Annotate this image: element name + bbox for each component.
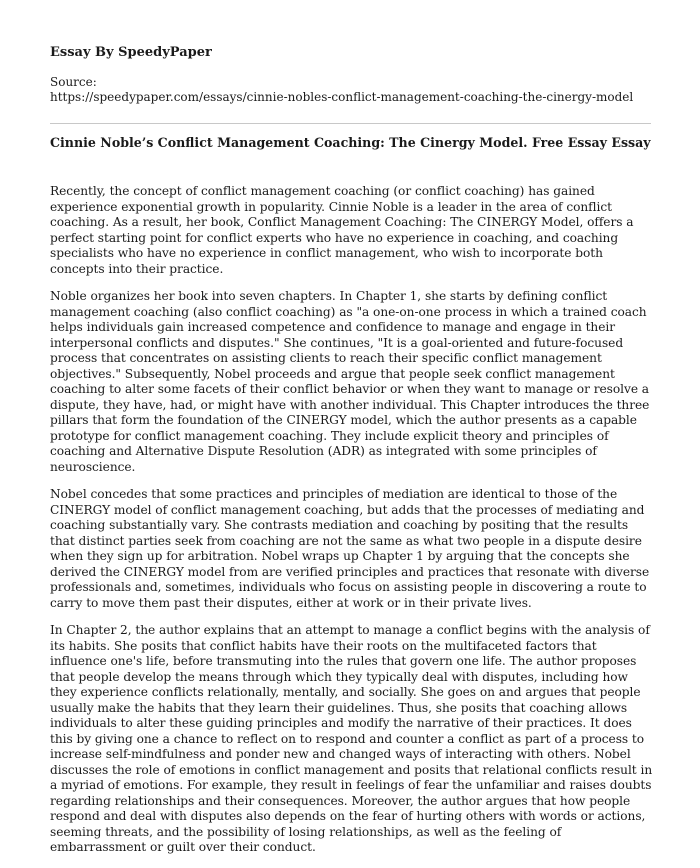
essay-paragraph: Nobel concedes that some practices and principles of mediation are identical to those of the CINERGY model of conflict management coaching, but adds that the processes of mediating and coaching substantially vary. She contrasts mediation and coaching by positing that the results that distinct parties seek from coaching are not the same as what two people in a dispute desire when they sign up for arbitration. Nobel wraps up Chapter 1 by arguing that the concepts she derived the CINERGY model from are verified principles and practices that resonate with diverse professionals and, sometimes, individuals who focus on assisting people in discovering a route to carry to move them past their disputes, either at work or in their private lives.	[50, 487, 650, 610]
document-header-title: Essay By SpeedyPaper	[50, 45, 212, 60]
source-url: https://speedypaper.com/essays/cinnie-nobles-conflict-management-coaching-the-cinergy-model	[50, 90, 634, 104]
essay-paragraph: Noble organizes her book into seven chapters. In Chapter 1, she starts by defining conflict management coaching (also conflict coaching) as "a one-on-one process in which a trained coach helps individuals gain increased competence and confidence to manage and engage in their interpersonal conflicts and disputes." She continues, "It is a goal-oriented and future-focused process that concentrates on assisting clients to reach their specific conflict management objectives." Subsequently, Nobel proceeds and argue that people seek conflict management coaching to alter some facets of their conflict behavior or when they want to manage or resolve a dispute, they have, had, or might have with another individual. This Chapter introduces the three pillars that form the foundation of the CINERGY model, which the author presents as a capable prototype for conflict management coaching. They include explicit theory and principles of coaching and Alternative Dispute Resolution (ADR) as integrated with some principles of neuroscience.	[50, 289, 650, 474]
essay-paragraph: In Chapter 2, the author explains that an attempt to manage a conflict begins with the analysis of its habits. She posits that conflict habits have their roots on the multifaceted factors that influence one's life, before transmuting into the rules that govern one life. The author proposes that people develop the means through which they typically deal with disputes, including how they experience conflicts relationally, mentally, and socially. She goes on and argues that people usually make the habits that they learn their guidelines. Thus, she posits that coaching allows individuals to alter these guiding principles and modify the narrative of their practices. It does this by giving one a chance to reflect on to respond and counter a conflict as part of a process to increase self-mindfulness and ponder new and changed ways of interacting with others. Nobel discusses the role of emotions in conflict management and posits that relational conflicts result in a myriad of emotions. For example, they result in feelings of fear the unfamiliar and raises doubts regarding relationships and their consequences. Moreover, the author argues that how people respond and deal with disputes also depends on the fear of hurting others with words or actions, seeming threats, and the possibility of losing relationships, as well as the feeling of embarrassment or guilt over their conduct.	[50, 623, 653, 854]
header-divider	[50, 123, 651, 124]
source-label: Source:	[50, 75, 97, 89]
essay-body	[50, 184, 654, 868]
essay-title: Cinnie Noble’s Conflict Management Coaching: The Cinergy Model. Free Essay Essay	[50, 135, 651, 150]
essay-paragraph: Recently, the concept of conflict management coaching (or conflict coaching) has gained experience exponential growth in popularity. Cinnie Noble is a leader in the area of conflict coaching. As a result, her book, Conflict Management Coaching: The CINERGY Model, offers a perfect starting point for conflict experts who have no experience in coaching, and coaching specialists who have no experience in conflict management, who wish to incorporate both concepts into their practice.	[50, 184, 634, 276]
